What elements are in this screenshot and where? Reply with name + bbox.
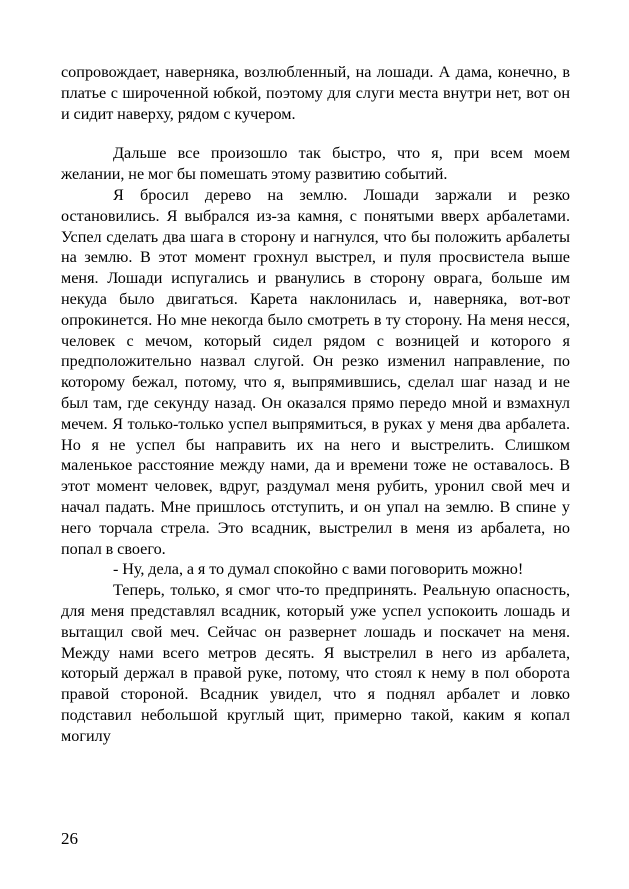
page-number: 26	[61, 829, 78, 848]
paragraph-3: Я бросил дерево на землю. Лошади заржали и резко остановились. Я выбрался из-за камня, с понятыми вверх арбалетами. Успел сделать два шага в сторону и нагнулся, что бы положить арбалеты на землю. В этот момент грохнул выстрел, и пуля просвистела выше меня. Лошади испугались и рванулись в сторону оврага, больше им некуда было двигаться. Карета наклонилась и, наверняка, вот-вот опрокинется. Но мне некогда было смотреть в ту сторону. На меня несся, человек с мечом, который сидел рядом с возницей и которого я предположительно назвал слугой. Он резко изменил направление, по которому бежал, потому, что я, выпрямившись, сделал шаг назад и не был там, где секунду назад. Он оказался прямо передо мной и взмахнул мечем. Я только-только успел выпрямиться, в руках у меня два арбалета. Но я не успел бы направить их на него и выстрелить. Слишком маленькое расстояние между нами, да и времени тоже не оставалось. В этот момент человек, вдруг, раздумал меня рубить, уронил свой меч и начал падать. Мне пришлось отступить, и он упал на землю. В спине у него торчала стрела. Это всадник, выстрелил в меня из арбалета, но попал в своего.	[61, 185, 570, 558]
paragraph-5: Теперь, только, я смог что-то предпринять. Реальную опасность, для меня представлял всадник, который уже успел успокоить лошадь и вытащил свой меч. Сейчас он развернет лошадь и поскачет на меня. Между нами всего метров десять. Я выстрелил в него из арбалета, который держал в правой руке, потому, что стоял к нему в пол оборота правой стороной. Всадник увидел, что я поднял арбалет и ловко подставил небольшой круглый щит, примерно такой, каким я копал могилу	[61, 581, 570, 745]
paragraph-1: сопровождает, наверняка, возлюбленный, на лошади. А дама, конечно, в платье с широченной юбкой, поэтому для слуги места внутри нет, вот он и сидит наверху, рядом с кучером.	[61, 63, 570, 123]
page-text-block	[61, 62, 570, 747]
paragraph-2: Дальше все произошло так быстро, что я, при всем моем желании, не мог бы помешать этому развитию событий.	[61, 144, 570, 184]
paragraph-4-dialogue: - Ну, дела, а я то думал спокойно с вами поговорить можно!	[113, 560, 524, 579]
